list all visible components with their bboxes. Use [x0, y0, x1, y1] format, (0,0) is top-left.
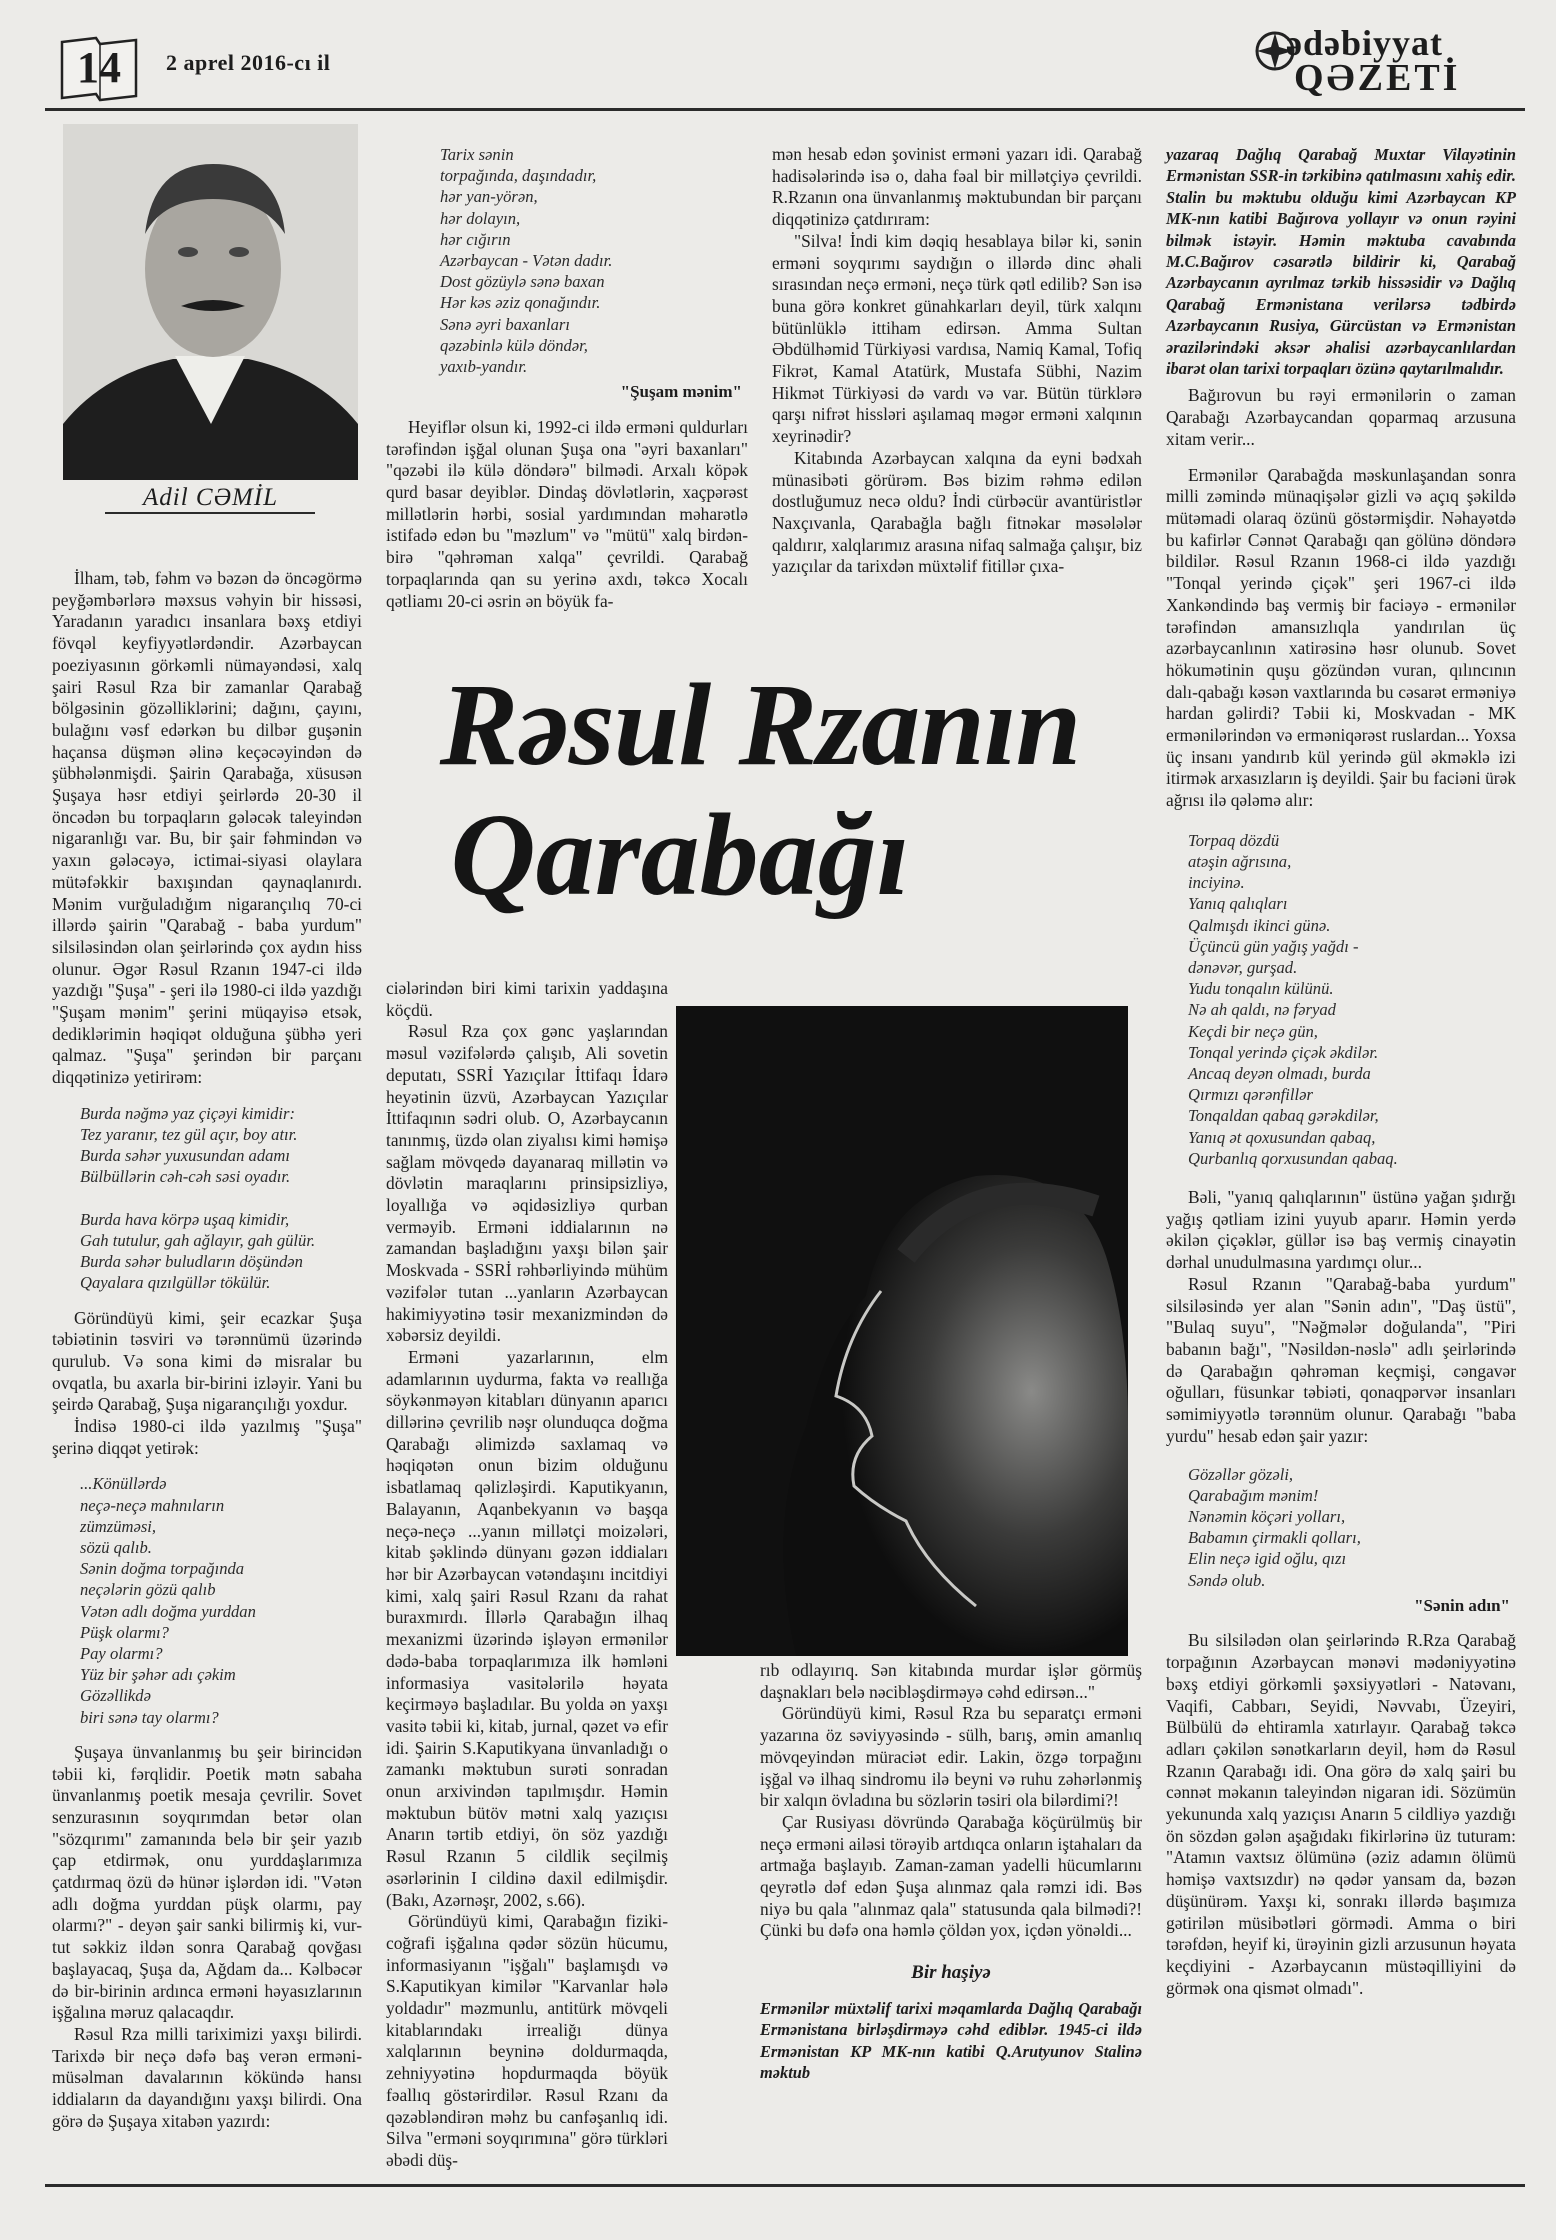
newspaper-logo [1250, 18, 1510, 98]
column-4 [1166, 144, 1516, 1999]
verse-line: Nə ah qaldı, nə fəryad [1188, 1000, 1336, 1020]
article-title [370, 660, 1150, 960]
verse-line: Azərbaycan - Vətən dadır. [440, 251, 613, 271]
verse-line: Elin neçə igid oğlu, qızı [1188, 1549, 1347, 1569]
verse-line: Səndə olub. [1188, 1570, 1266, 1590]
verse-line: Burda səhər yuxusundan adamı [80, 1146, 291, 1166]
paragraph: Göründüyü kimi, Qarabağın fiziki-coğrafi işğalına qədər sözün hücumu, informasiyanın "işğalı" başlamışdı və S.Kaputikyan kimilər "Karvanlar hələ yoldadır" məzmunlu, antitürk mövqeli kitablarındakı irrealiğı dünya xalqlarının beyninə doldurmaqda, zehniyyətinə hopdurmaqda böyük fəallıq göstərirdilər. Rəsul Rzanı da qəzəbləndirən məhz bu canfəşanlıq idi. Silva "erməni soyqırımına" görə türkləri əbədi düş- [386, 1911, 668, 2170]
verse-line: Burda səhər buludların döşündən [80, 1252, 303, 1272]
logo-top-text: ədəbiyyat [1286, 23, 1443, 63]
paragraph: Kitabında Azərbaycan xalqına da eyni bədxah münasibəti görürəm. Bəs bizim rəhmə edilən dostluğumuz necə oldu? İndi cürbəcür avantüristlər Naxçıvanla, Qarabağla bağlı fitnəkar məsələlər qaldırır, xalqlarımız arasına nifaq salmağa çalışır, biz yazıçılar da tarixdən müxtəlif fitillər çıxa- [772, 447, 1142, 577]
verse-line: Qurbanlıq qorxusundan qabaq. [1188, 1148, 1398, 1168]
poem-excerpt [440, 144, 748, 377]
verse-line: Gözəllər gözəli, [1188, 1464, 1294, 1484]
paragraph: Göründüyü kimi, şeir ecazkar Şuşa təbiətinin təsviri və tərənnümü üzərində qurulub. Və sona kimi də misralar bu ovqatla, bu axarla bir-birini izləyir. Yani bu şeirdə Qarabağ, Şuşa nigarançılığı yoxdur. [52, 1307, 362, 1415]
verse-line: Hər kəs əziz qonağındır. [440, 293, 601, 313]
issue-date: 2 aprel 2016-cı il [166, 50, 331, 75]
poem-title: "Sənin adın" [1414, 1595, 1510, 1615]
verse-line: Üçüncü gün yağış yağdı - [1188, 936, 1359, 956]
paragraph: Bağırovun bu rəyi ermənilərin o zaman Qarabağı Azərbaycandan qoparmaq arzusuna xitam verir... [1166, 385, 1516, 449]
poem-excerpt [1188, 1464, 1516, 1591]
column-2-bottom [386, 978, 668, 2172]
poem-title: "Şuşam mənim" [620, 382, 742, 402]
verse-line: Yanıq qalıqları [1188, 894, 1288, 914]
column-3-top [772, 144, 1142, 578]
verse-line: Vətən adlı doğma yurddan [80, 1601, 256, 1621]
verse-line: Qalmışdı ikinci günə. [1188, 915, 1331, 935]
verse-line: sözü qalıb. [80, 1538, 152, 1558]
verse-line: inciyinə. [1188, 873, 1245, 893]
logo-bottom-text: QƏZETİ [1294, 57, 1461, 99]
verse-line: Qırmızı qərənfillər [1188, 1085, 1313, 1105]
verse-line: qəzəbinlə külə döndər, [440, 335, 588, 355]
poem-excerpt [80, 1473, 362, 1727]
verse-line: hər dolayın, [440, 208, 521, 228]
paragraph: Rəsul Rzanın "Qarabağ-baba yurdum" silsiləsində yer alan "Sənin adın", "Daş üstü", "Bulaq suyu", "Nəğmələr doğulanda", "Piri babanın bağı", "Nəsildən-nəslə" adlı şeirlərində də Qarabağın qəhrəman keçmişi, cəngavər oğulları, füsunkar təbiəti, qonaqpərvər insanları səmimiyyətlə tərənnüm olunur. Qarabağı "baba yurdu" hesab edən şair yazır: [1166, 1273, 1516, 1446]
verse-line: Tonqal yerində çiçək əkdilər. [1188, 1042, 1379, 1062]
author-name-rule [105, 512, 315, 514]
paragraph: Göründüyü kimi, Rəsul Rza bu separatçı erməni yazarına öz səviyyəsində - sülh, barış, əmin amanlıq mövqeyindən müraciət edir. Lakin, özgə torpağını işğal və ilhaq sindromu ilə beyni və ruhu zəhərlənmiş bir xalqın övladına bu sözlərin təsiri ola bilərdimi?! [760, 1703, 1142, 1811]
verse-line: Tez yaranır, tez gül açır, boy atır. [80, 1125, 298, 1145]
page-number-badge [58, 32, 140, 102]
verse-line: Bülbüllərin cəh-cəh səsi oyadır. [80, 1167, 291, 1187]
verse-line: Yanıq ət qoxusundan qabaq, [1188, 1127, 1376, 1147]
verse-line: Nənəmin köçəri yolları, [1188, 1506, 1346, 1526]
paragraph: Bu silsilədən olan şeirlərində R.Rza Qarabağ torpağının Azərbaycan mənəvi mədəniyyətinə bəxş etdiyi görkəmli şəxsiyyətləri - Natəvanı, Vaqifi, Cabbarı, Seyidi, Nəvvabı, Üzeyiri, Bülbülü də ehtiramla xatırlayır. Qarabağ təkcə adları çəkilən sənətkarların deyil, həm də Rəsul Rzanın Qarabağı idi. Ona görə də xalq şairi bu cənnət məkanın taleyindən nigaran idi. Sözümün yekununda xalq yazıçısı Anarın 5 cildliyə yazdığı ön sözdən gələn aşağıdakı fikirlərinə üz tuturam: "Atamın vaxtsız ölümünə (əziz adamın ölümü həmişə vaxtsızdır) nə qədər yansam da, bəzən düşünürəm. Yaxşı ki, sonrakı illərdə başımıza gətirilən müsibətləri görmədi. Amma o biri tərəfdən, heyif ki, ürəyinin gizli arzusunun həyata keçdiyini - Azərbaycanın müstəqilliyini də görmək ona qismət olmadı". [1166, 1630, 1516, 1998]
verse-line: neçə-neçə mahnıların [80, 1495, 225, 1515]
rasul-rza-photo [676, 1006, 1128, 1656]
verse-line: zümzüməsi, [80, 1516, 157, 1536]
paragraph: mən hesab edən şovinist erməni yazarı idi. Qarabağ hadisələrində isə o, daha fəal bir millətçiyə çevrildi. R.Rzanın ona ünvanlanmış məktubundan bir parçanı diqqətinizə çatdırıram: [772, 144, 1142, 230]
verse-line: Keçdi bir neçə gün, [1188, 1021, 1318, 1041]
verse-line: biri sənə tay olarmı? [80, 1707, 219, 1727]
verse-line: hər cığırın [440, 229, 511, 249]
paragraph: Ermənilər Qarabağda məskunlaşandan sonra milli zəmində münaqişələr gizli və açıq şəkildə mütəmadi olaraq özünü göstərmişdir. Nəhayətdə bu kafirlər Cənnət Qarabağı qan gölünə döndərə bildilər. Rəsul Rzanın 1968-ci ildə yazdığı "Tonqal yerində çiçək" şeri 1967-ci ildə Xankəndində baş vermiş bir faciəyə - ermənilər tərəfindən amansızlıqla yandırılan üç azərbaycanlının xatirəsinə həsr olunub. Sovet hökumətinin quşu gözündən vuran, qılıncının dalı-qabağı kəsən vaxtlarında bu cəsarət erməniyə hardan gəlirdi? Təbii ki, Moskvadan - MK ermənilərindən və erməniqərəst ruslardan... Yoxsa üç insanı yandırıb kül yerində gül əkməklə izi itirmək arxasızların iş deyildi. Şair bu faciəni ürək ağrısı ilə qələmə alır: [1166, 464, 1516, 811]
verse-line: Burda nəğmə yaz çiçəyi kimidir: [80, 1103, 296, 1123]
verse-line: yaxıb-yandır. [440, 357, 528, 377]
paragraph: Erməni yazarlarının, elm adamlarının uydurma, fakta və reallığa söykənməyən kitabları dünyanın aparıcı dillərinə çevrilib nəşr olunduqca doğma Qarabağı əlimizdə saxlamaq və həqiqətən onun bizim olduğunu isbatlamaq qəlizləşirdi. Kaputikyanın, Balayanın, Aqanbekyanın və başqa neçə-neçə ...yanın millətçi moizələri, kitab şəklində dünyanı gəzən iddiaları hər bir Azərbaycan vətəndaşını incitdiyi kimi, xalq şairi Rəsul Rzanı da rahat buraxmırdı. İllərlə Qarabağın ilhaq mexanizmi üzərində işləyən ermənilər dədə-baba torpaqlarımıza ilk həmləni informasiya vasitələrilə həyata keçirməyə başladılar. Bu yolda ən yaxşı vasitə təbii ki, kitab, jurnal, qəzet və efir idi. Şairin S.Kaputikyana ünvanladığı o zamankı məktubun surəti sonradan onun arxivindən tapılmışdır. Həmin məktubun bütöv mətni xalq yazıçısı Anarın tərtib etdiyi, ön söz yazdığı Rəsul Rzanın 5 cildlik seçilmiş əsərlərinin I cildinə daxil edilmişdir. (Bakı, Azərnəşr, 2002, s.66). [386, 1346, 668, 1910]
paragraph: "Silva! İndi kim dəqiq hesablaya bilər ki, sənin erməni soyqırımı saydığın o illərdə dinc əhali sırasından neçə erməni, neçə türk qətl edilib? Sən isə buna görə konkret günahkarları deyil, türk xalqını bütünlüklə ittiham edirsən. Amma Sultan Əbdülhəmid Türkiyəsi vardısa, Namiq Kamal, Tofiq Fikrət, Kamal Atatürk, Mustafa Sübhi, Nazim Hikmət Türkiyəsi də vardı və var. Bütün türklərə qarşı nifrət hissləri aşılamaq məgər erməni xalqının xeyrinədir? [772, 230, 1142, 447]
author-photo [63, 124, 358, 480]
column-1 [52, 568, 362, 2133]
author-portrait-image [63, 124, 358, 480]
paragraph: Bəli, "yanıq qalıqlarının" üstünə yağan şıdırğı yağış qətliam izini yuyub aparır. Həmin yerdə əkilən çiçəklər, güllər isə baş vermiş cinayətin dərhal unudulmasına yardımçı olur... [1166, 1187, 1516, 1273]
verse-line: ...Könüllərdə [80, 1474, 167, 1494]
verse-line: hər yan-yörən, [440, 187, 538, 207]
page-number: 14 [77, 43, 121, 92]
poem-excerpt [1188, 830, 1516, 1169]
aside-text-continued: yazaraq Dağlıq Qarabağ Muxtar Vilayətinin Ermənistan SSR-in tərkibinə qatılmasını xahiş edir. Stalin bu məktubu olduğu kimi Azərbaycan KP MK-nın katibi Bağırova yollayır və onun rəyini bilmək istəyir. Həmin məktuba cavabında M.C.Bağırov cəsarətlə bildirir ki, Qarabağ Azərbaycanın ayrılmaz tərkib hissəsidir və Dağlıq Qarabağ Ermənistana verilərsə tədbirdə Azərbaycanın Rusiya, Gürcüstan və Ermənistan ərazilərindəki əksər əhalisi azərbaycanlılardan ibarət olan tarixi torpaqları özünə qaytarılmalıdır. [1166, 145, 1516, 379]
verse-line: Ancaq deyən olmadı, burda [1188, 1064, 1371, 1084]
paragraph: ciələrindən biri kimi tarixin yaddaşına köçdü. [386, 978, 668, 1020]
verse-line: Yudu tonqalın külünü. [1188, 979, 1334, 999]
author-name: Adil CƏMİL [142, 484, 278, 511]
paragraph: rıb odlayırıq. Sən kitabında murdar işlər görmüş daşnakları belə nəcibləşdirməyə cəhd edirsən..." [760, 1660, 1142, 1702]
aside-text: Ermənilər müxtəlif tarixi məqamlarda Dağlıq Qarabağı Ermənistana birləşdirməyə cəhd ediblər. 1945-ci ildə Ermənistan KP MK-nın katibi Q.Arutyunov Stalinə məktub [760, 1998, 1142, 2083]
verse-line: Sənin doğma torpağında [80, 1559, 245, 1579]
footer-rule [45, 2184, 1525, 2187]
verse-line: Qarabağım mənim! [1188, 1485, 1319, 1505]
verse-line: Gah tutulur, gah ağlayır, gah gülür. [80, 1230, 316, 1250]
verse-line: Torpaq dözdü [1188, 830, 1280, 850]
title-line-1: Rəsul Rzanın [439, 659, 1081, 790]
paragraph: İndisə 1980-ci ildə yazılmış "Şuşa" şerinə diqqət yetirək: [52, 1416, 362, 1458]
verse-line: Püşk olarmı? [80, 1622, 169, 1642]
column-3-bottom [760, 1660, 1142, 2083]
rasul-rza-portrait-image [676, 1006, 1128, 1656]
poem-excerpt [80, 1103, 362, 1294]
verse-line: Qayalara qızılgüllər tökülür. [80, 1273, 271, 1293]
paragraph: İlham, təb, fəhm və bəzən də öncəgörmə peyğəmbərlərə məxsus vəhyin bir hissəsi, Yaradanın yaradıcı insanlara bəxş etdiyi fövqəl keyfiyyətlərdəndir. Azərbaycan poeziyasının görkəmli nümayəndəsi, xalq şairi Rəsul Rza bir zamanlar Qarabağ bölgəsinin gözəlliklərini; dağını, çayını, bulağını vəsf edərkən bu dilbər guşənin haçansa düşmən əlinə keçəcəyindən də şübhələnmişdi. Şairin Qarabağa, xüsusən Şuşaya həsr etdiyi şeirlərdə 20-30 il öncədən bu torpaqların gələcək taleyindən nigaranlığı var. Bu, bir şair fəhmindən və yaxın gələcəyə, ictimai-siyasi olaylara mütəfəkkir baxışından qaynaqlanırdı. Mənim vurğuladığım nigarançılıq 70-ci illərdə şairin "Qarabağ - baba yurdum" silsiləsindən olan şeirlərində çox aydın hiss olunur. Əgər Rəsul Rzanın 1947-ci ildə yazdığı "Şuşa" - şeri ilə 1980-ci ildə yazdığı "Şuşam mənim" şerini müqayisə etsək, dediklərimin həqiqət olduğuna şübhə yeri qalmaz. "Şuşa" şerindən bir parçanı diqqətinizə yetirirəm: [52, 568, 362, 1088]
verse-line: dənəvər, gurşad. [1188, 958, 1298, 978]
verse-line: Pay olarmı? [80, 1644, 163, 1664]
verse-line: Tarix sənin [440, 145, 514, 164]
header-rule [45, 108, 1525, 111]
verse-line: Tonqaldan qabaq gərəkdilər, [1188, 1106, 1379, 1126]
title-line-2: Qarabağı [450, 789, 910, 920]
paragraph: Rəsul Rza milli tariximizi yaxşı bilirdi. Tarixdə bir neçə dəfə baş verən erməni-müsəlman davalarının kökündə hansı iddiaların da dayandığını yaxşı bilirdi. Ona görə də Şuşaya xitabən yazırdı: [52, 2024, 362, 2131]
verse-line: neçələrin gözü qalıb [80, 1580, 216, 1600]
verse-line: Burda hava körpə uşaq kimidir, [80, 1209, 290, 1229]
aside-title: Bir haşiyə [911, 1962, 991, 1984]
paragraph: Rəsul Rza çox gənc yaşlarından məsul vəzifələrdə çalışıb, Ali sovetin deputatı, SSRİ Yazıçılar İttifaqı İdarə heyətinin üzvü, Azərbaycan Yazıçılar İttifaqının sədri olub. O, Azərbaycanın tanınmış, üzdə olan ziyalısı kimi həmişə sağlam mövqedə dayanaraq millətin və dövlətin maraqlarını prinsipsizliyə, loyallığa və əqidəsizliyə qurban verməyib. Erməni iddialarının nə zamandan başladığını yaxşı bilən şair Moskvada - SSRİ rəhbərliyində mühüm vəzifələr tutan ...yanların Azərbaycan hakimiyyətinə təsir mexanizmindən də xəbərsiz deyildi. [386, 1021, 668, 1346]
paragraph: Çar Rusiyası dövründə Qarabağa köçürülmüş bir neçə erməni ailəsi törəyib artdıqca onların iştahaları da artmağa başlayıb. Zaman-zaman yadelli hücumlarını qeyrətlə dəf edən Şuşa alınmaz qala rəmzi idi. Bəs niyə bu qala "alınmaz qala" statusunda qala bilmədi?! Çünki bu dəfə ona həmlə çöldən yox, içdən yönəldi... [760, 1811, 1142, 1941]
verse-line: Babamın çirmakli qolları, [1188, 1528, 1361, 1548]
verse-line: Sənə əyri baxanları [440, 314, 570, 334]
paragraph: Heyiflər olsun ki, 1992-ci ildə erməni quldurları tərəfindən işğal olunan Şuşa ona "əyri baxanları" "qəzəbi ilə külə döndərə" bilmədi. Arxalı köpək qurd basar deyiblər. Dindaş dövlətlərin, xaçpərəst millətlərin hərbi, sosial yardımından məharətlə istifadə edən bu "məzlum" və "mütü" xalq birdən-birə "qəhrəman xalqa" çevrildi. Qarabağ torpaqlarında qan su yerinə axdı, təkcə Xocalı qətliamı 20-ci əsrin ən böyük fa- [386, 416, 748, 611]
verse-line: Gözəllikdə [80, 1686, 151, 1706]
verse-line: torpağında, daşındadır, [440, 166, 597, 186]
verse-line: atəşin ağrısına, [1188, 852, 1292, 872]
column-2-top [386, 144, 748, 612]
verse-line: Dost gözüylə sənə baxan [440, 272, 605, 292]
paragraph: Şuşaya ünvanlanmış bu şeir birincidən təbii ki, fərqlidir. Poetik mətn sabaha ünvanlanmış poetik mesaja çevrilir. Sovet senzurasının soyqırımdan betər olan "sözqırımı" zamanında belə bir şeir yazıb çap etdirmək, onu yurddaşlarımıza çatdırmaq özü də hünər işlərdən idi. "Vətən adlı doğma yurddan püşk olarmı, pay olarmı?" - deyən şair sanki bilirmiş ki, vur-tut səkkiz ildən sonra Qarabağ qovğası başlayacaq, Şuşa da, Ağdam da... Kəlbəcər də bir-birinin ardınca erməni həyasızlarının işğalına məruz qalacaqdır. [52, 1741, 362, 2023]
verse-line: Yüz bir şəhər adı çəkim [80, 1665, 236, 1685]
